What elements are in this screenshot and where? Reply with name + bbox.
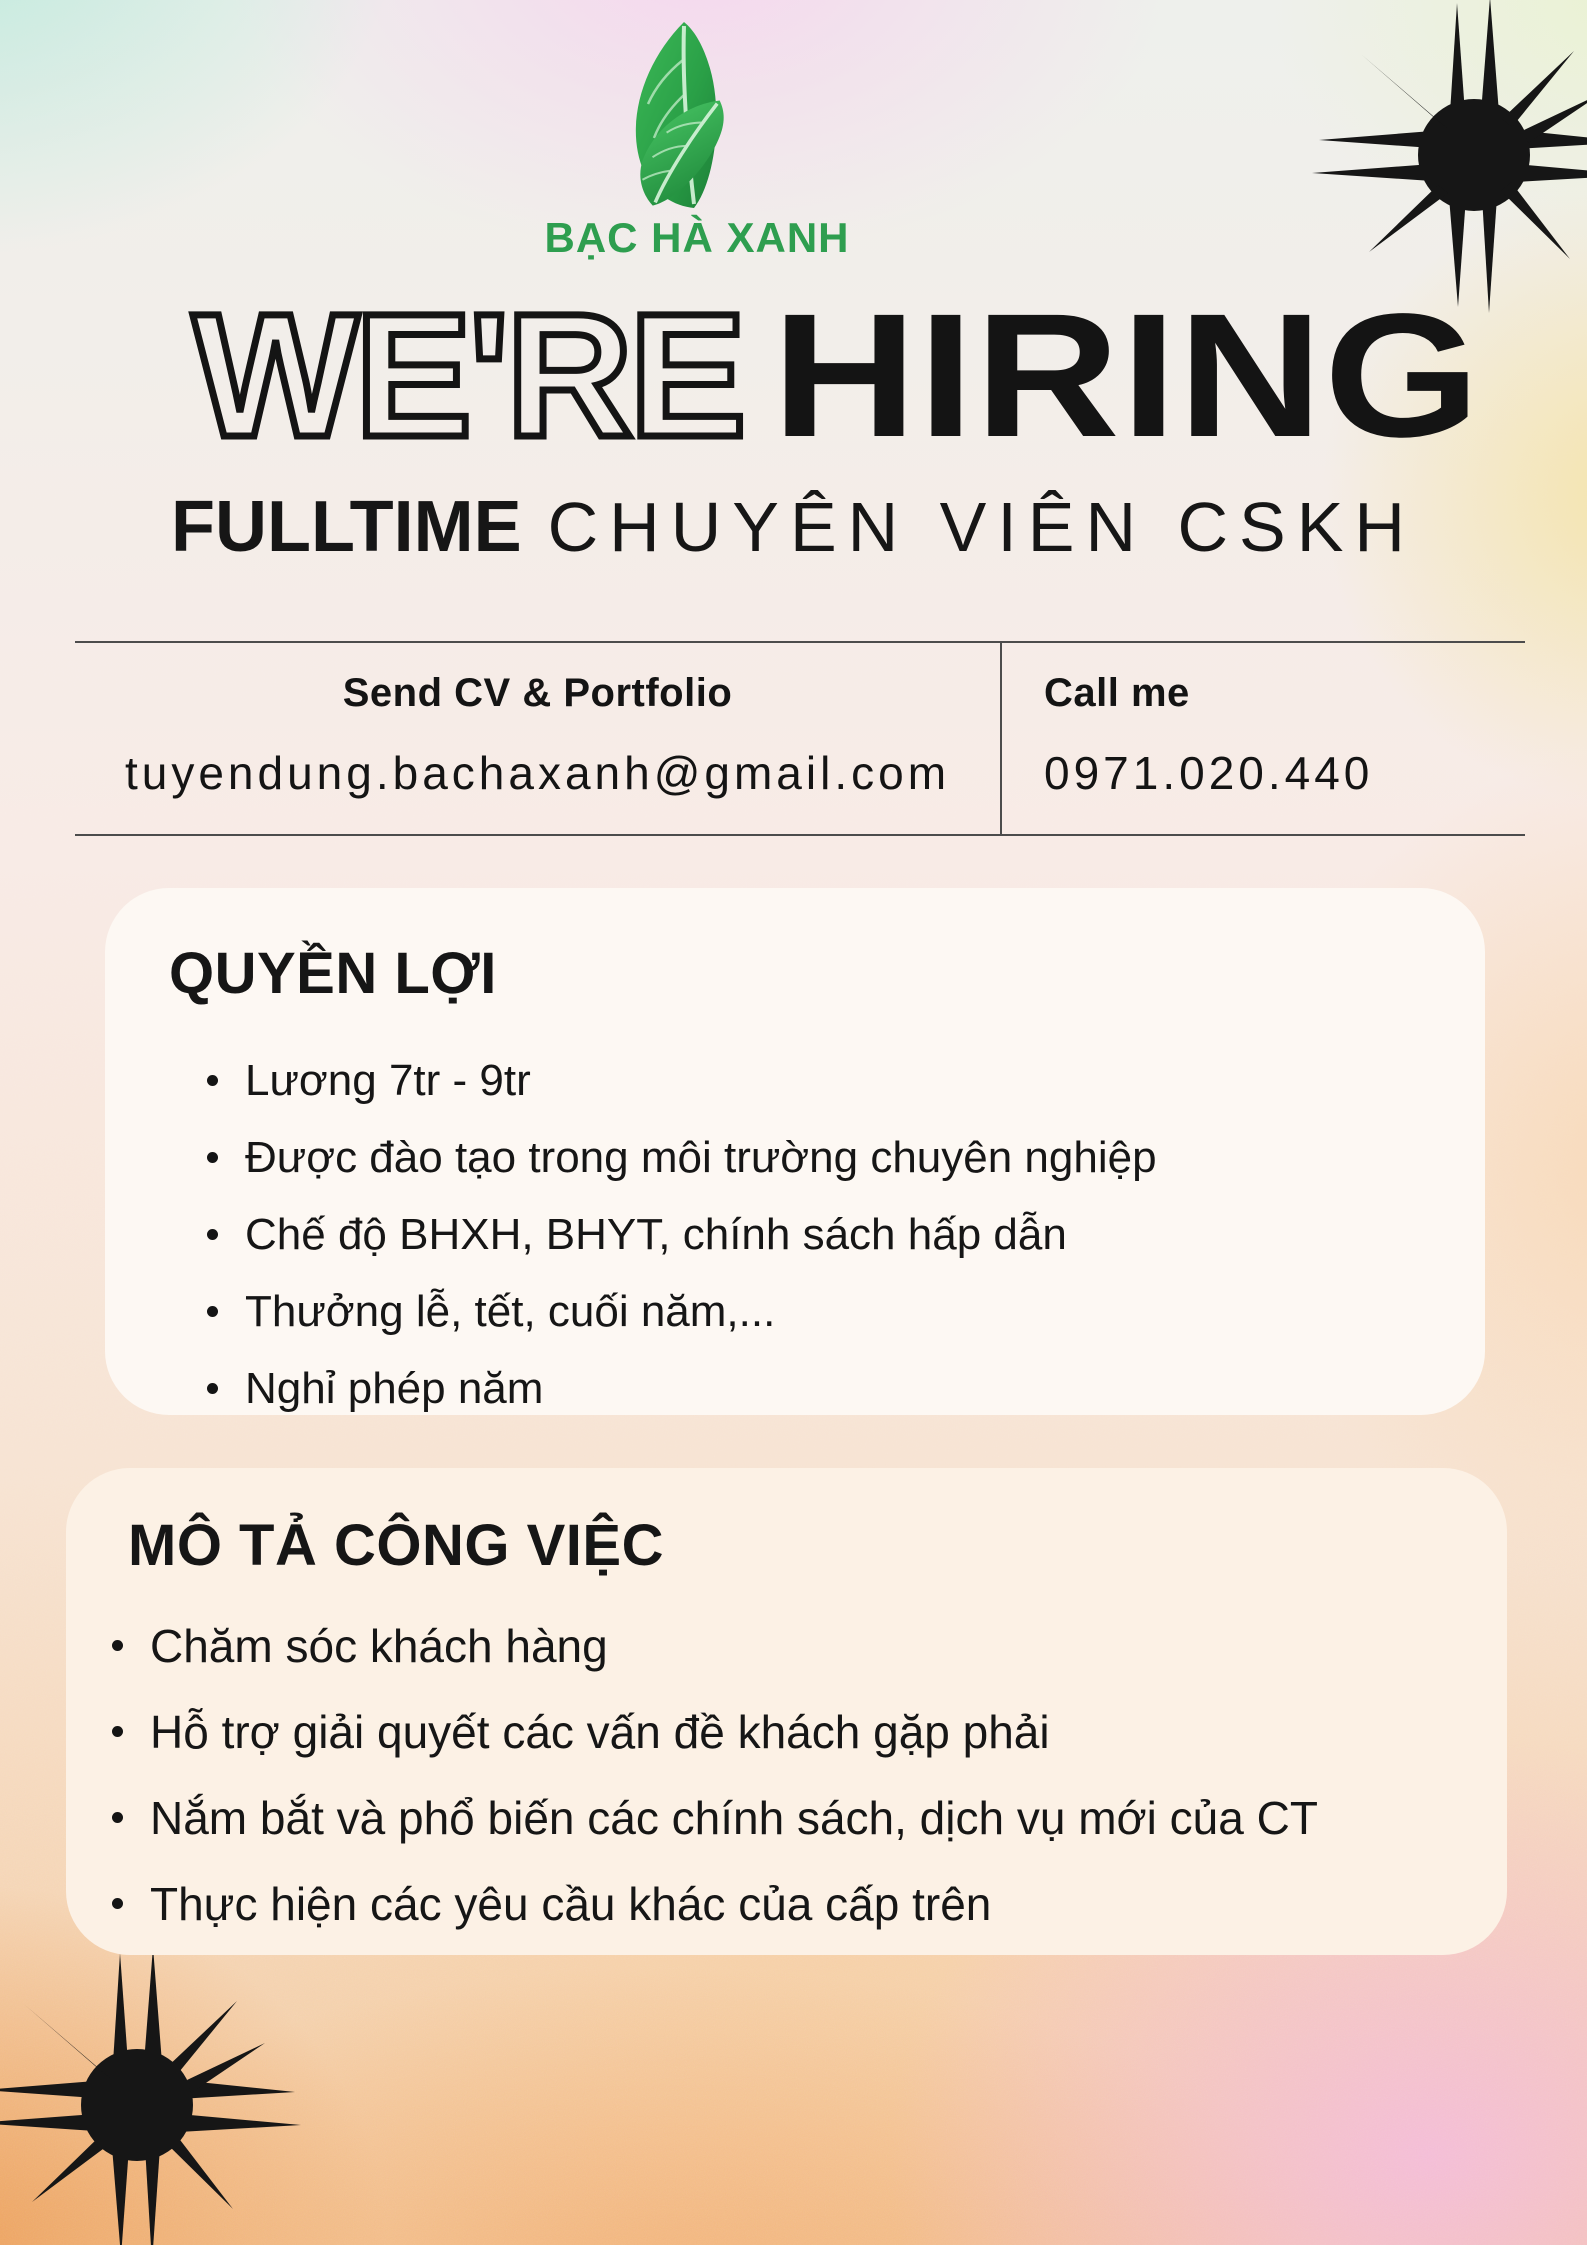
list-item: Lương 7tr - 9tr xyxy=(201,1059,1485,1103)
contact-call-column xyxy=(1000,643,1525,834)
list-item: Thưởng lễ, tết, cuối năm,... xyxy=(201,1290,1485,1334)
list-item: Được đào tạo trong môi trường chuyên nghiệp xyxy=(201,1136,1485,1180)
mint-leaves-icon xyxy=(612,20,790,212)
job-description-heading: MÔ TẢ CÔNG VIỆC xyxy=(128,1513,664,1578)
headline xyxy=(0,278,1587,474)
subtitle-emphasis: FULLTIME xyxy=(171,487,522,567)
list-item: Nắm bắt và phổ biến các chính sách, dịch vụ mới của CT xyxy=(106,1795,1507,1841)
list-item: Chăm sóc khách hàng xyxy=(106,1623,1507,1669)
call-phone: 0971.020.440 xyxy=(1044,747,1374,799)
sparkle-burst-icon xyxy=(1309,0,1587,320)
position-subtitle xyxy=(0,486,1587,568)
cv-label: Send CV & Portfolio xyxy=(342,671,733,715)
benefits-heading: QUYỀN LỢI xyxy=(169,941,497,1006)
job-description-list xyxy=(106,1620,1507,1930)
headline-solid-text: HIRING xyxy=(772,278,1482,474)
headline-outline-text: WE'RE xyxy=(192,278,743,474)
call-label: Call me xyxy=(1044,671,1190,715)
list-item: Chế độ BHXH, BHYT, chính sách hấp dẫn xyxy=(201,1213,1485,1257)
list-item: Nghỉ phép năm xyxy=(201,1367,1485,1411)
cv-email: tuyendung.bachaxanh@gmail.com xyxy=(124,747,951,799)
benefits-list xyxy=(201,1056,1485,1413)
benefits-card xyxy=(105,888,1485,1415)
sparkle-burst-icon xyxy=(0,1940,302,2245)
list-item: Thực hiện các yêu cầu khác của cấp trên xyxy=(106,1881,1507,1927)
contact-section xyxy=(75,641,1525,836)
contact-cv-column xyxy=(75,643,1000,834)
list-item: Hỗ trợ giải quyết các vấn đề khách gặp phải xyxy=(106,1709,1507,1755)
brand-name: BẠC HÀ XANH xyxy=(544,214,850,261)
subtitle-text: CHUYÊN VIÊN CSKH xyxy=(547,488,1416,566)
job-description-card xyxy=(66,1468,1507,1955)
